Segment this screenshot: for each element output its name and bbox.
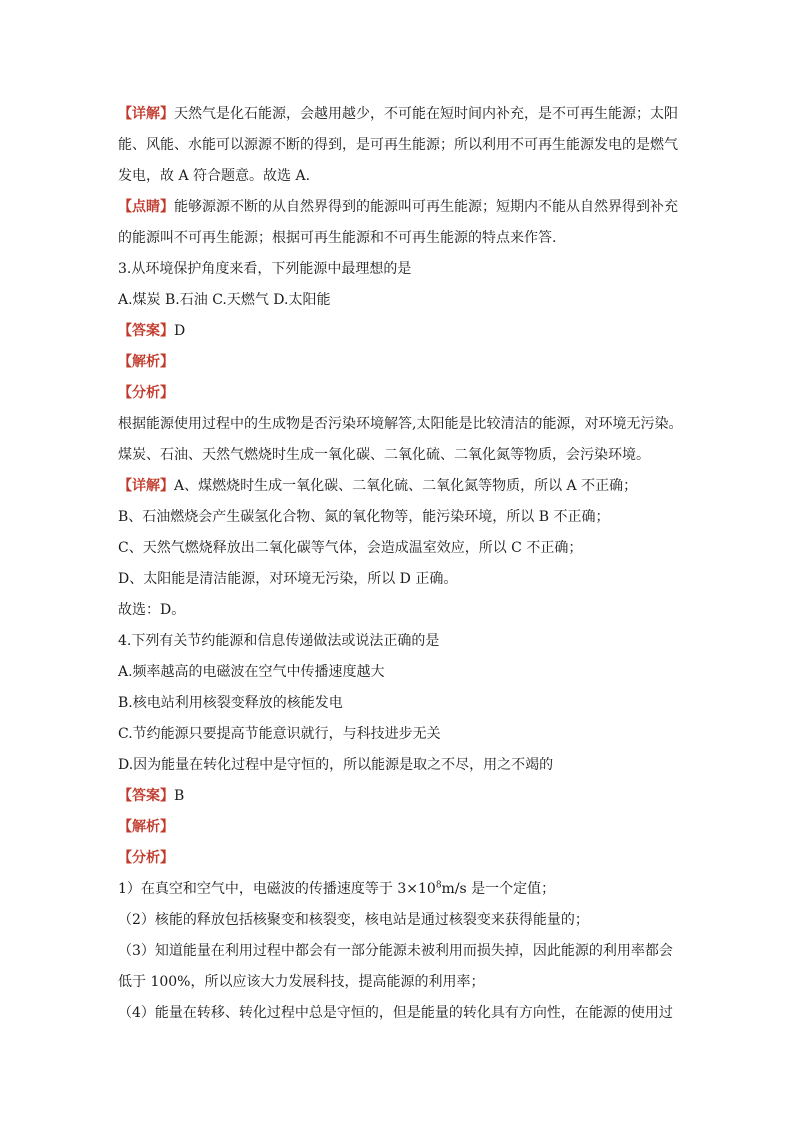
text: 天然气是化石能源，会越用越少，不可能在短时间内补充，是不可再生能源；太阳: [174, 106, 678, 122]
analysis-line: [118, 879, 555, 899]
analysis-line: （3）知道能量在利用过程中都会有一部分能源未被利用而损失掉，因此能源的利用率都会: [118, 943, 673, 959]
question-stem: 4.下列有关节约能源和信息传递做法或说法正确的是: [118, 633, 440, 649]
text: m/s 是一个定值；: [441, 881, 556, 897]
option-a: A.频率越高的电磁波在空气中传播速度越大: [118, 664, 385, 680]
answer-value: D: [174, 323, 186, 339]
option-c: C.节约能源只要提高节能意识就行，与科技进步无关: [118, 726, 441, 742]
choose-line: 故选：D。: [118, 602, 186, 618]
paragraph-line: 的能源叫不可再生能源；根据可再生能源和不可再生能源的特点来作答.: [118, 230, 557, 246]
answer-line: [118, 321, 185, 341]
detail-line: B、石油燃烧会产生碳氢化合物、氮的氧化物等，能污染环境，所以 B 不正确；: [118, 509, 610, 525]
hint-tag: 【点睛】: [118, 199, 174, 215]
text: A、煤燃烧时生成一氧化碳、二氧化硫、二氧化氮等物质，所以 A 不正确；: [174, 478, 638, 494]
analysis-line: 根据能源使用过程中的生成物是否污染环境解答,太阳能是比较清洁的能源，对环境无污染。: [118, 416, 683, 432]
explanation-tag: 【解析】: [118, 354, 174, 370]
analysis-tag: 【分析】: [118, 385, 174, 401]
question-stem: 3.从环境保护角度来看，下列能源中最理想的是: [118, 261, 412, 277]
detail-tag: 【详解】: [118, 478, 174, 494]
answer-tag: 【答案】: [118, 788, 174, 804]
detail-line: [118, 476, 637, 496]
analysis-tag: 【分析】: [118, 850, 174, 866]
analysis-line: 低于 100%，所以应该大力发展科技，提高能源的利用率；: [118, 974, 485, 990]
paragraph-line: 发电，故 A 符合题意。故选 A.: [118, 168, 311, 184]
analysis-line: 煤炭、石油、天然气燃烧时生成一氧化碳、二氧化硫、二氧化氮等物质，会污染环境。: [118, 447, 650, 463]
exponent: 8: [435, 880, 442, 891]
analysis-line: （2）核能的释放包括核聚变和核裂变，核电站是通过核裂变来获得能量的；: [118, 912, 589, 928]
question-options: A.煤炭 B.石油 C.天燃气 D.太阳能: [118, 292, 331, 308]
paragraph-line: 能、风能、水能可以源源不断的得到，是可再生能源；所以利用不可再生能源发电的是燃气: [118, 137, 678, 153]
text: 能够源源不断的从自然界得到的能源叫可再生能源；短期内不能从自然界得到补充: [174, 199, 678, 215]
analysis-line: （4）能量在转移、转化过程中总是守恒的，但是能量的转化具有方向性，在能源的使用过: [118, 1005, 673, 1021]
explanation-tag: 【解析】: [118, 819, 174, 835]
option-b: B.核电站利用核裂变释放的核能发电: [118, 695, 343, 711]
text: 1）在真空和空气中，电磁波的传播速度等于 3×10: [118, 881, 436, 897]
detail-tag: 【详解】: [118, 106, 174, 122]
detail-line: C、天然气燃烧释放出二氧化碳等气体，会造成温室效应，所以 C 不正确；: [118, 540, 583, 556]
detail-line: D、太阳能是清洁能源，对环境无污染，所以 D 正确。: [118, 571, 458, 587]
answer-line: [118, 786, 184, 806]
answer-value: B: [174, 788, 185, 804]
paragraph-line: [118, 197, 678, 217]
answer-tag: 【答案】: [118, 323, 174, 339]
option-d: D.因为能量在转化过程中是守恒的，所以能源是取之不尽，用之不竭的: [118, 757, 554, 773]
paragraph-line: [118, 104, 678, 124]
